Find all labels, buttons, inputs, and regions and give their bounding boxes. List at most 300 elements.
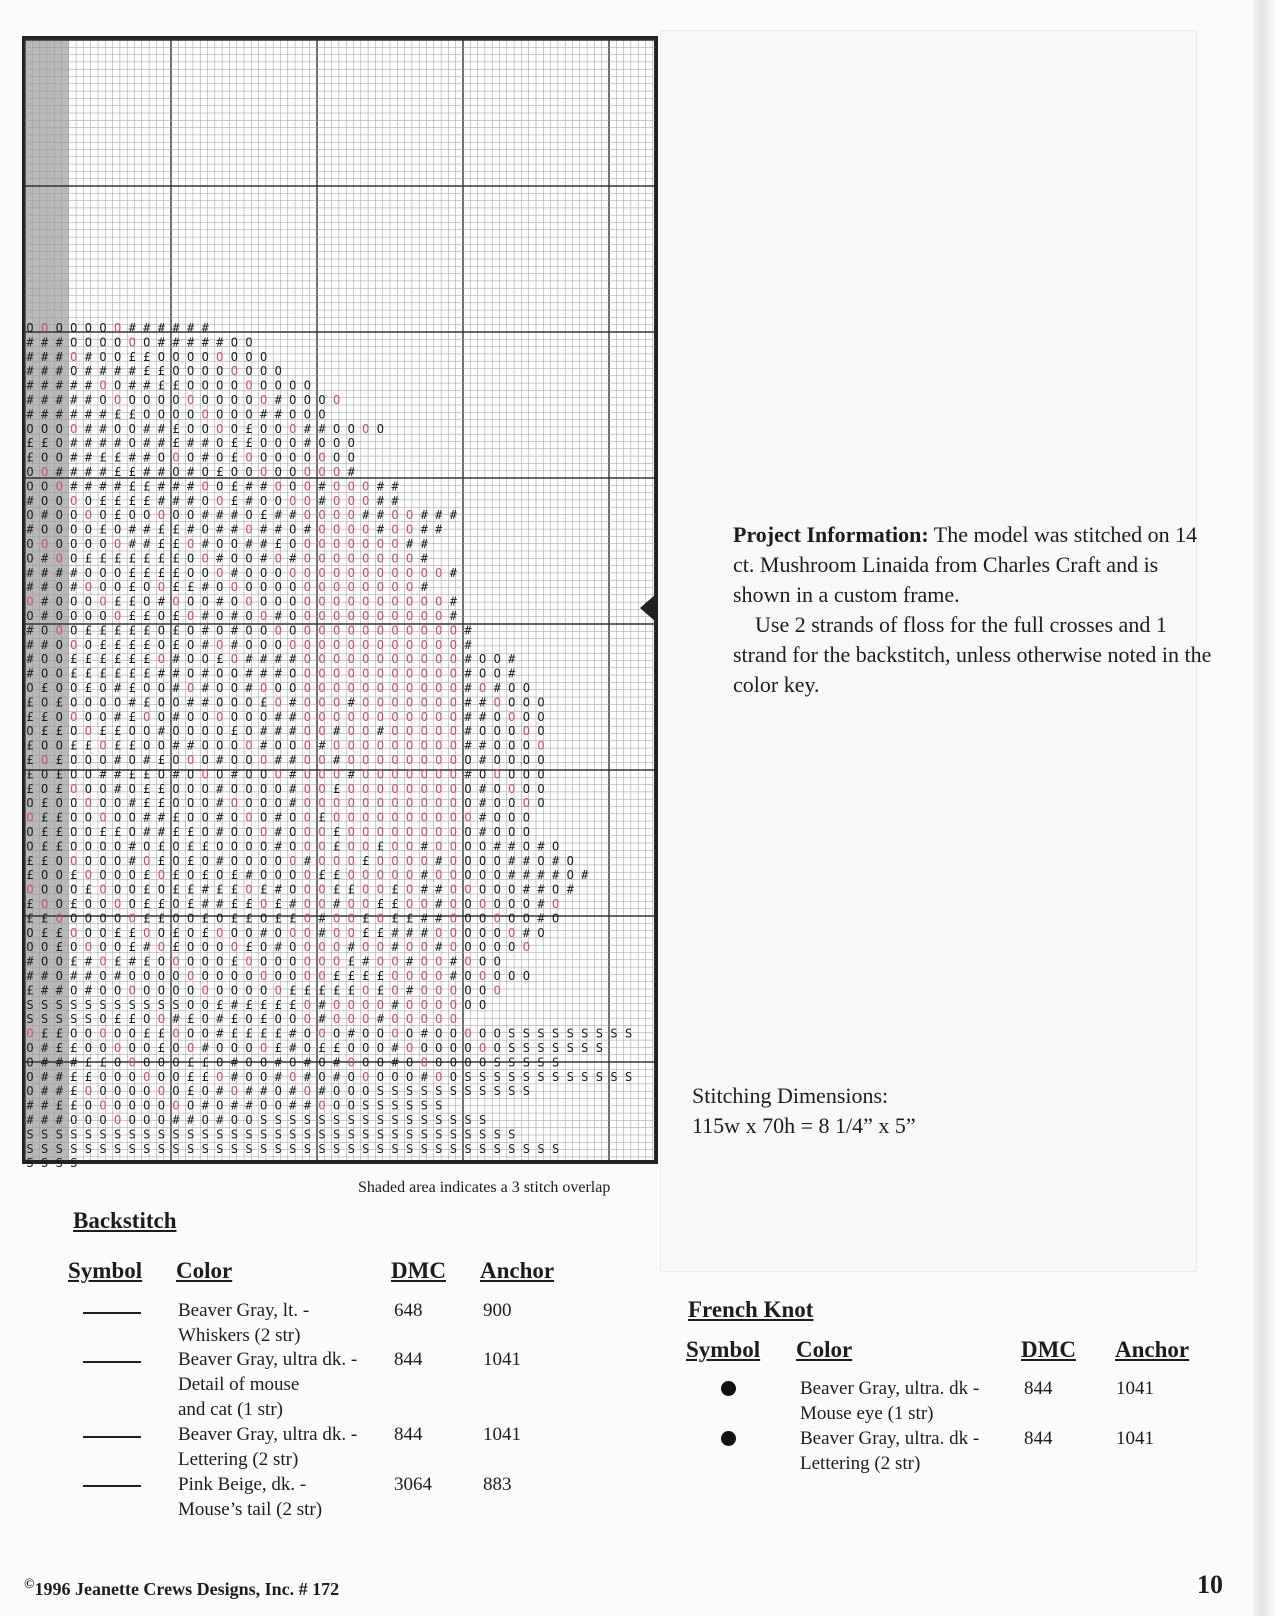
stitch-symbol: # bbox=[55, 1113, 63, 1127]
stitch-symbol: S bbox=[186, 1141, 195, 1156]
stitch-symbol: O bbox=[70, 594, 78, 609]
stitch-symbol: S bbox=[581, 1069, 589, 1084]
stitch-symbol: O bbox=[318, 853, 326, 868]
stitch-symbol: O bbox=[522, 897, 531, 911]
stitch-symbol: O bbox=[40, 450, 49, 465]
stitch-symbol: O bbox=[362, 695, 370, 710]
stitch-symbol: # bbox=[376, 1012, 385, 1027]
stitch-symbol: O bbox=[332, 1098, 341, 1113]
stitch-symbol: S bbox=[303, 1113, 312, 1127]
stitch-symbol: £ bbox=[230, 1026, 239, 1041]
stitch-symbol: O bbox=[26, 551, 34, 566]
stitch-symbol: O bbox=[303, 565, 312, 580]
stitch-symbol: O bbox=[259, 983, 268, 998]
stitch-symbol: O bbox=[493, 911, 501, 926]
stitch-symbol: # bbox=[464, 637, 472, 652]
stitch-symbol: # bbox=[274, 724, 282, 739]
stitch-symbol: S bbox=[70, 997, 78, 1012]
stitch-symbol: # bbox=[508, 839, 516, 854]
stitch-symbol: O bbox=[332, 594, 341, 609]
stitch-symbol: O bbox=[99, 349, 107, 364]
stitch-symbol: # bbox=[55, 1055, 63, 1070]
stitch-symbol: # bbox=[186, 738, 195, 753]
stitch-symbol: O bbox=[186, 666, 195, 681]
stitch-symbol: £ bbox=[245, 436, 253, 451]
stitch-symbol: O bbox=[522, 695, 531, 710]
cross-stitch-chart bbox=[22, 36, 658, 1171]
stitch-symbol: £ bbox=[55, 810, 63, 825]
stitch-symbol: O bbox=[376, 753, 385, 767]
stitch-symbol: O bbox=[99, 537, 107, 551]
stitch-symbol: £ bbox=[99, 450, 107, 465]
stitch-symbol: O bbox=[55, 868, 63, 883]
stitch-symbol: O bbox=[157, 508, 166, 523]
stitch-symbol: O bbox=[55, 652, 63, 667]
stitch-symbol: O bbox=[55, 421, 63, 436]
stitch-symbol: S bbox=[537, 1055, 545, 1070]
stitch-symbol: O bbox=[464, 940, 472, 955]
stitch-symbol: O bbox=[186, 450, 195, 465]
stitch-symbol: # bbox=[157, 321, 166, 335]
stitch-symbol: O bbox=[493, 753, 501, 767]
stitch-symbol: O bbox=[274, 954, 282, 969]
stitch-symbol: O bbox=[99, 321, 107, 335]
stitch-symbol: # bbox=[55, 378, 63, 393]
stitch-symbol: # bbox=[201, 609, 209, 623]
stitch-symbol: O bbox=[84, 925, 93, 940]
stitch-symbol: # bbox=[230, 508, 239, 523]
stitch-symbol: O bbox=[230, 580, 239, 595]
stitch-symbol: O bbox=[245, 609, 253, 623]
stitch-symbol: O bbox=[70, 709, 78, 724]
stitch-symbol: # bbox=[40, 551, 49, 566]
stitch-symbol: O bbox=[172, 1055, 180, 1070]
stitch-symbol: # bbox=[420, 911, 428, 926]
stitch-symbol: O bbox=[289, 825, 297, 839]
stitch-symbol: O bbox=[157, 868, 166, 883]
stitch-symbol: # bbox=[128, 695, 136, 710]
stitch-symbol: O bbox=[449, 897, 458, 911]
stitch-symbol: O bbox=[259, 796, 268, 811]
stitch-symbol: £ bbox=[289, 911, 297, 926]
stitch-symbol: O bbox=[245, 825, 253, 839]
stitch-symbol: O bbox=[84, 911, 93, 926]
stitch-symbol: S bbox=[420, 1084, 428, 1099]
stitch-symbol: S bbox=[26, 1012, 34, 1027]
stitch-symbol: S bbox=[449, 1113, 458, 1127]
center-arrow-icon bbox=[640, 594, 656, 622]
stitch-symbol: £ bbox=[318, 1041, 326, 1055]
stitch-symbol: £ bbox=[99, 724, 107, 739]
stitch-symbol: # bbox=[26, 393, 34, 407]
stitch-symbol: O bbox=[478, 767, 487, 782]
stitch-symbol: O bbox=[347, 580, 355, 595]
stitch-symbol: # bbox=[84, 450, 93, 465]
stitch-symbol: # bbox=[128, 522, 136, 537]
stitch-symbol: O bbox=[245, 378, 253, 393]
stitch-symbol: O bbox=[201, 738, 209, 753]
stitch-symbol: O bbox=[318, 839, 326, 854]
stitch-symbol: O bbox=[40, 897, 49, 911]
stitch-symbol: £ bbox=[40, 825, 49, 839]
stitch-symbol: S bbox=[318, 1141, 326, 1156]
stitch-symbol: S bbox=[478, 1084, 487, 1099]
stitch-symbol: O bbox=[347, 1055, 355, 1070]
stitch-symbol: £ bbox=[143, 551, 151, 566]
stitch-symbol: O bbox=[493, 724, 501, 739]
stitch-symbol: O bbox=[362, 767, 370, 782]
stitch-symbol: O bbox=[99, 709, 107, 724]
stitch-symbol: O bbox=[362, 1012, 370, 1027]
stitch-symbol: # bbox=[70, 393, 78, 407]
stitch-symbol: O bbox=[318, 407, 326, 422]
stitch-symbol: O bbox=[186, 594, 195, 609]
stitch-symbol: O bbox=[449, 853, 458, 868]
stitch-symbol: # bbox=[420, 839, 428, 854]
stitch-symbol: O bbox=[245, 594, 253, 609]
stitch-symbol: O bbox=[376, 1026, 385, 1041]
stitch-symbol: # bbox=[216, 796, 224, 811]
stitch-symbol: O bbox=[259, 825, 268, 839]
stitch-symbol: O bbox=[362, 724, 370, 739]
stitch-symbol: £ bbox=[405, 911, 414, 926]
stitch-symbol: O bbox=[216, 493, 224, 508]
stitch-symbol: O bbox=[113, 1041, 122, 1055]
stitch-symbol: O bbox=[70, 882, 78, 897]
stitch-symbol: # bbox=[551, 868, 560, 883]
stitch-symbol: S bbox=[84, 997, 93, 1012]
stitch-symbol: O bbox=[405, 868, 414, 883]
backstitch-line-icon bbox=[83, 1436, 141, 1438]
stitch-symbol: £ bbox=[347, 954, 355, 969]
stitch-symbol: # bbox=[259, 652, 268, 667]
stitch-symbol: # bbox=[449, 969, 458, 983]
stitch-symbol: O bbox=[449, 1012, 458, 1027]
stitch-symbol: O bbox=[26, 465, 34, 479]
stitch-symbol: O bbox=[99, 580, 107, 595]
stitch-symbol: O bbox=[70, 609, 78, 623]
stitch-symbol: O bbox=[362, 594, 370, 609]
stitch-symbol: O bbox=[318, 767, 326, 782]
stitch-symbol: O bbox=[376, 781, 385, 796]
stitch-symbol: # bbox=[143, 436, 151, 451]
stitch-symbol: O bbox=[113, 695, 122, 710]
stitch-symbol: O bbox=[40, 623, 49, 638]
stitch-symbol: O bbox=[245, 1041, 253, 1055]
stitch-symbol: £ bbox=[157, 796, 166, 811]
stitch-symbol: O bbox=[259, 897, 268, 911]
stitch-symbol: O bbox=[84, 868, 93, 883]
stitch-symbol: # bbox=[26, 1113, 34, 1127]
stitch-symbol: # bbox=[70, 969, 78, 983]
stitch-symbol: O bbox=[347, 925, 355, 940]
stitch-symbol: # bbox=[40, 1055, 49, 1070]
stitch-symbol: O bbox=[405, 609, 414, 623]
stitch-symbol: O bbox=[216, 537, 224, 551]
stitch-symbol: O bbox=[230, 1041, 239, 1055]
stitch-symbol: O bbox=[157, 882, 166, 897]
stitch-symbol: O bbox=[303, 450, 312, 465]
stitch-symbol: O bbox=[405, 1012, 414, 1027]
stitch-symbol: O bbox=[186, 609, 195, 623]
stitch-symbol: O bbox=[332, 565, 341, 580]
stitch-symbol: O bbox=[99, 969, 107, 983]
stitch-symbol: O bbox=[84, 767, 93, 782]
stitch-symbol: O bbox=[274, 623, 282, 638]
stitch-symbol: O bbox=[99, 1026, 107, 1041]
stitch-symbol: £ bbox=[347, 882, 355, 897]
stitch-symbol: O bbox=[493, 853, 501, 868]
stitch-symbol: O bbox=[26, 1084, 34, 1099]
stitch-symbol: O bbox=[362, 1069, 370, 1084]
stitch-symbol: £ bbox=[26, 781, 34, 796]
stitch-symbol: # bbox=[245, 652, 253, 667]
stitch-symbol: £ bbox=[143, 565, 151, 580]
stitch-symbol: £ bbox=[113, 738, 122, 753]
stitch-symbol: O bbox=[259, 393, 268, 407]
stitch-symbol: £ bbox=[172, 551, 180, 566]
stitch-symbol: O bbox=[332, 1012, 341, 1027]
stitch-symbol: £ bbox=[40, 911, 49, 926]
stitch-symbol: # bbox=[201, 681, 209, 695]
stitch-symbol: # bbox=[186, 335, 195, 350]
stitch-symbol: £ bbox=[99, 551, 107, 566]
stitch-symbol: O bbox=[508, 940, 516, 955]
stitch-symbol: # bbox=[40, 364, 49, 379]
stitch-symbol: # bbox=[26, 364, 34, 379]
stitch-symbol: O bbox=[186, 537, 195, 551]
stitch-symbol: O bbox=[493, 695, 501, 710]
stitch-symbol: £ bbox=[99, 637, 107, 652]
chart-grid bbox=[25, 40, 655, 1171]
stitch-symbol: O bbox=[493, 983, 501, 998]
stitch-symbol: £ bbox=[186, 1069, 195, 1084]
stitch-symbol: O bbox=[289, 594, 297, 609]
stitch-symbol: O bbox=[259, 493, 268, 508]
stitch-symbol: O bbox=[245, 853, 253, 868]
stitch-symbol: O bbox=[143, 407, 151, 422]
stitch-symbol: S bbox=[478, 1069, 487, 1084]
stitch-symbol: O bbox=[362, 738, 370, 753]
stitch-symbol: £ bbox=[26, 436, 34, 451]
stitch-symbol: £ bbox=[332, 839, 341, 854]
stitch-symbol: O bbox=[478, 839, 487, 854]
stitch-symbol: O bbox=[259, 623, 268, 638]
stitch-symbol: S bbox=[128, 997, 136, 1012]
stitch-symbol: # bbox=[201, 436, 209, 451]
stitch-symbol: O bbox=[70, 810, 78, 825]
stitch-symbol: £ bbox=[26, 868, 34, 883]
stitch-symbol: # bbox=[172, 681, 180, 695]
stitch-symbol: O bbox=[186, 724, 195, 739]
stitch-symbol: O bbox=[362, 551, 370, 566]
stitch-symbol: O bbox=[172, 781, 180, 796]
stitch-symbol: S bbox=[70, 1012, 78, 1027]
stitch-symbol: O bbox=[420, 796, 428, 811]
stitch-symbol: # bbox=[332, 897, 341, 911]
stitch-symbol: O bbox=[113, 335, 122, 350]
stitch-symbol: £ bbox=[26, 983, 34, 998]
stitch-symbol: O bbox=[289, 868, 297, 883]
stitch-symbol: O bbox=[420, 853, 428, 868]
stitch-symbol: O bbox=[40, 479, 49, 494]
stitch-symbol: O bbox=[157, 767, 166, 782]
stitch-symbol: £ bbox=[391, 897, 399, 911]
stitch-symbol: O bbox=[128, 983, 136, 998]
stitch-symbol: O bbox=[347, 681, 355, 695]
stitch-symbol: # bbox=[318, 911, 326, 926]
stitch-symbol: O bbox=[84, 580, 93, 595]
stitch-symbol: O bbox=[172, 508, 180, 523]
stitch-symbol: £ bbox=[186, 1012, 195, 1027]
stitch-symbol: O bbox=[55, 853, 63, 868]
stitch-symbol: O bbox=[435, 969, 443, 983]
stitch-symbol: O bbox=[289, 810, 297, 825]
stitch-symbol: S bbox=[537, 1069, 545, 1084]
stitch-symbol: # bbox=[303, 421, 312, 436]
stitch-symbol: O bbox=[128, 724, 136, 739]
stitch-symbol: O bbox=[40, 421, 49, 436]
stitch-symbol: O bbox=[289, 623, 297, 638]
stitch-symbol: O bbox=[347, 652, 355, 667]
stitch-symbol: S bbox=[99, 1141, 107, 1156]
stitch-symbol: O bbox=[493, 781, 501, 796]
stitch-symbol: O bbox=[143, 1069, 151, 1084]
stitch-symbol: # bbox=[376, 493, 385, 508]
stitch-symbol: O bbox=[143, 724, 151, 739]
stitch-symbol: O bbox=[449, 997, 458, 1012]
stitch-symbol: S bbox=[478, 1113, 487, 1127]
french-knot-anchor: 1041 bbox=[1116, 1428, 1154, 1449]
stitch-symbol: O bbox=[449, 796, 458, 811]
stitch-symbol: O bbox=[99, 1084, 107, 1099]
stitch-symbol: O bbox=[99, 839, 107, 854]
stitch-symbol: S bbox=[84, 1127, 93, 1142]
stitch-symbol: £ bbox=[259, 882, 268, 897]
stitch-symbol: £ bbox=[201, 1055, 209, 1070]
stitch-symbol: O bbox=[420, 609, 428, 623]
stitch-symbol: O bbox=[376, 666, 385, 681]
stitch-symbol: O bbox=[230, 925, 239, 940]
backstitch-dmc: 648 bbox=[394, 1300, 423, 1321]
stitch-symbol: O bbox=[84, 709, 93, 724]
stitch-symbol: S bbox=[493, 1127, 501, 1142]
stitch-symbol: £ bbox=[186, 580, 195, 595]
stitch-symbol: O bbox=[318, 825, 326, 839]
stitch-symbol: # bbox=[347, 1026, 355, 1041]
stitch-symbol: O bbox=[303, 551, 312, 566]
stitch-symbol: S bbox=[405, 1141, 414, 1156]
stitch-symbol: O bbox=[405, 767, 414, 782]
stitch-symbol: O bbox=[435, 666, 443, 681]
stitch-symbol: O bbox=[318, 695, 326, 710]
stitch-symbol: # bbox=[186, 695, 195, 710]
stitch-symbol: £ bbox=[376, 969, 385, 983]
stitch-symbol: O bbox=[522, 839, 531, 854]
stitch-symbol: O bbox=[420, 594, 428, 609]
stitch-symbol: £ bbox=[245, 997, 253, 1012]
stitch-symbol: £ bbox=[26, 911, 34, 926]
stitch-symbol: O bbox=[449, 1026, 458, 1041]
stitch-symbol: £ bbox=[157, 565, 166, 580]
stitch-symbol: S bbox=[362, 1098, 370, 1113]
stitching-dimensions bbox=[692, 1081, 916, 1141]
stitch-symbol: O bbox=[332, 551, 341, 566]
stitch-symbol: # bbox=[201, 321, 209, 335]
stitch-symbol: O bbox=[362, 537, 370, 551]
stitch-symbol: O bbox=[40, 537, 49, 551]
stitch-symbol: O bbox=[99, 911, 107, 926]
stitch-symbol: S bbox=[40, 1141, 49, 1156]
stitch-symbol: S bbox=[581, 1041, 589, 1055]
stitch-symbol: O bbox=[435, 796, 443, 811]
stitch-symbol: £ bbox=[332, 781, 341, 796]
stitch-symbol: O bbox=[464, 925, 472, 940]
stitch-symbol: O bbox=[70, 551, 78, 566]
stitch-symbol: O bbox=[332, 911, 341, 926]
stitch-symbol: S bbox=[624, 1069, 633, 1084]
stitch-symbol: O bbox=[201, 825, 209, 839]
stitch-symbol: O bbox=[449, 925, 458, 940]
stitch-symbol: O bbox=[391, 609, 399, 623]
stitch-symbol: O bbox=[55, 609, 63, 623]
stitch-symbol: O bbox=[201, 724, 209, 739]
stitch-symbol: # bbox=[40, 637, 49, 652]
stitch-symbol: # bbox=[289, 508, 297, 523]
stitch-symbol: O bbox=[201, 1084, 209, 1099]
stitch-symbol: O bbox=[464, 983, 472, 998]
stitch-symbol: S bbox=[230, 1127, 239, 1142]
stitch-symbol: O bbox=[84, 753, 93, 767]
stitch-symbol: # bbox=[274, 940, 282, 955]
stitch-symbol: £ bbox=[362, 853, 370, 868]
stitch-symbol: # bbox=[391, 1055, 399, 1070]
stitch-symbol: O bbox=[362, 681, 370, 695]
stitch-symbol: O bbox=[84, 1113, 93, 1127]
stitch-symbol: # bbox=[435, 522, 443, 537]
stitch-symbol: S bbox=[551, 1055, 560, 1070]
stitch-symbol: O bbox=[391, 1026, 399, 1041]
stitch-symbol: O bbox=[186, 954, 195, 969]
stitch-symbol: S bbox=[259, 1127, 268, 1142]
stitch-symbol: S bbox=[143, 997, 151, 1012]
stitch-symbol: £ bbox=[40, 853, 49, 868]
stitch-symbol: # bbox=[259, 925, 268, 940]
stitch-symbol: # bbox=[332, 753, 341, 767]
stitch-symbol: # bbox=[449, 954, 458, 969]
stitch-symbol: O bbox=[157, 580, 166, 595]
stitch-symbol: O bbox=[405, 781, 414, 796]
stitch-symbol: O bbox=[435, 1069, 443, 1084]
stitch-symbol: O bbox=[493, 925, 501, 940]
stitch-symbol: # bbox=[26, 1098, 34, 1113]
stitch-symbol: # bbox=[201, 580, 209, 595]
copyright bbox=[24, 1577, 339, 1600]
stitch-symbol: # bbox=[376, 724, 385, 739]
stitch-symbol: S bbox=[216, 1141, 224, 1156]
stitch-symbol: £ bbox=[55, 781, 63, 796]
stitch-symbol: O bbox=[347, 479, 355, 494]
stitch-symbol: O bbox=[508, 911, 516, 926]
stitch-symbol: O bbox=[245, 522, 253, 537]
stitch-symbol: O bbox=[420, 738, 428, 753]
stitch-symbol: # bbox=[522, 925, 531, 940]
stitch-symbol: # bbox=[143, 537, 151, 551]
stitch-symbol: O bbox=[55, 623, 63, 638]
stitch-symbol: # bbox=[99, 407, 107, 422]
french-knot-dot-icon bbox=[721, 1431, 736, 1446]
stitch-symbol: O bbox=[186, 508, 195, 523]
